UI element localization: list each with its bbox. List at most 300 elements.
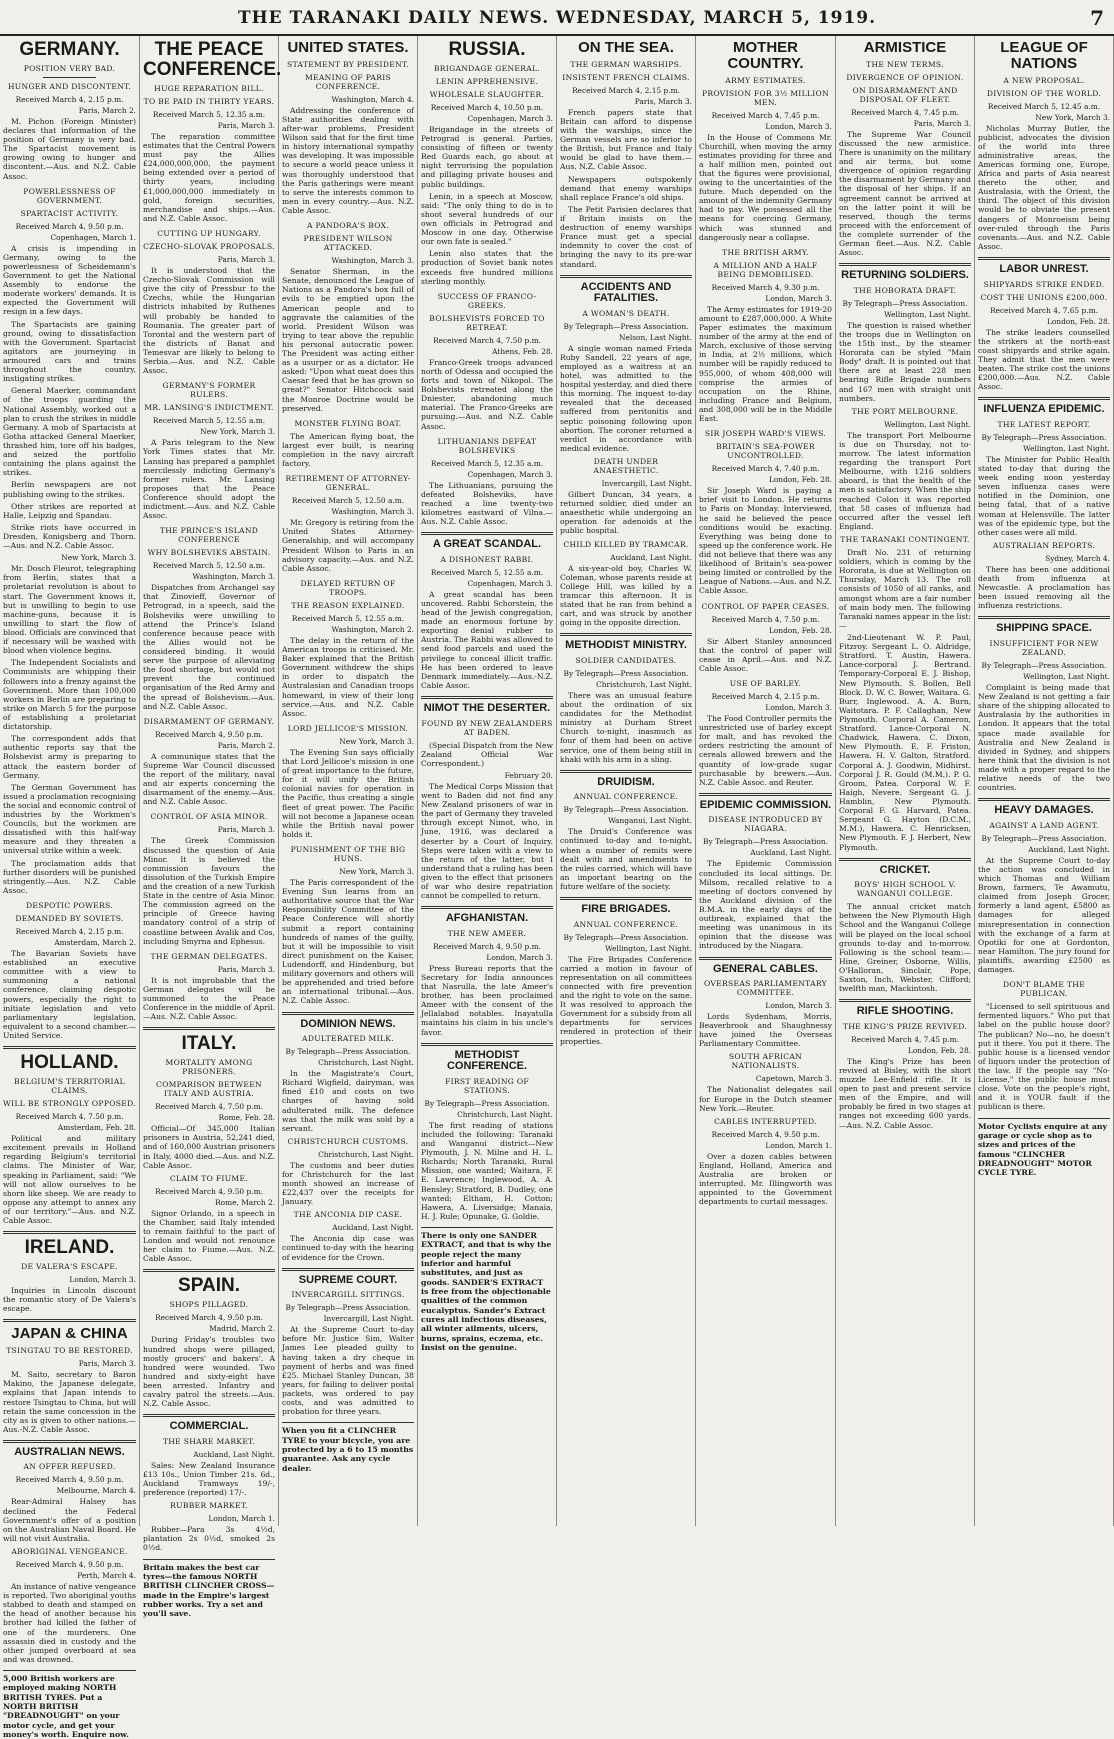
subheadline: INSISTENT FRENCH CLAIMS. [562, 72, 690, 82]
column-5 [557, 36, 696, 1526]
article-body: Sir Joseph Ward is paying a brief visit to London. He returns to Paris on Monday. Interviewed, he said he believed the peace conditions would be exacting. Everything was being done to speed up the conference work. He did not believe that there was any likelihood of Britain's sea-power being limited or controlled by the League of Nations.—Aus. and N.Z. Cable Assoc. [699, 486, 832, 596]
article-body: The American flying boat, the largest ever built, is nearing completion in the navy aircraft factory. [282, 431, 414, 469]
subheadline: THE HOBORATA DRAFT. [853, 285, 957, 295]
subheadline: DE VALERA'S ESCAPE. [21, 1262, 118, 1272]
article-punishment [282, 845, 414, 1006]
article-general-cables [699, 964, 832, 1207]
subheadline: WHY BOLSHEVIKS ABSTAIN. [147, 548, 271, 558]
byline: By Telegraph—Press Association. [563, 805, 689, 815]
subheadline: THE NEW TERMS. [866, 59, 944, 69]
received-line: Received March 4, 7.50 p.m. [155, 1102, 263, 1112]
received-line: Received March 4, 2.15 p.m. [15, 927, 124, 937]
received-line: Received March 4, 7.50 p.m. [15, 1112, 124, 1122]
article-body: An instance of native vengeance is reported. Two aboriginal youths stabbed to death and stamped on the head of another because his brother had killed the father of one of the murderers. One assassin died in custody and the other jumped overboard at sea and was drowned. [3, 1582, 136, 1664]
headline: SUPREME COURT. [298, 1273, 398, 1286]
article-body: The strike leaders counselled the strikers at the north-east coast shipyards and strike again. They admit that the men were beaten. The strike cost the unions £200,000.—Aus. N.Z. Cable Assoc. [978, 327, 1110, 392]
article-powerlessness [3, 187, 136, 895]
subheadline: PRESIDENT WILSON ATTACKED. [303, 234, 393, 253]
subheadline: HUNGER AND DISCONTENT. [7, 81, 132, 91]
article-body: There has been one additional death from influenza at Newcastle. A proclamation has been issued removing all the influenza restrictions. [978, 564, 1110, 611]
subheadline: DEATH UNDER ANAESTHETIC. [593, 457, 659, 476]
subheadline: SHOPS PILLAGED. [169, 1300, 249, 1310]
subheadline: TO BE PAID IN THIRTY YEARS. [143, 96, 275, 106]
divider [43, 77, 96, 78]
article-body: In the House of Commons Mr. Churchill, when moving the army estimates providing for three and a half million men, pointed out that the figures were provisional, owing to the uncertainties of the future. Much depended on the amount of the indemnity Germany had to pay. We possessed all the means for coercing Germany, which was stunned and dangerously near a collapse. [699, 132, 832, 242]
article-epidemic-commission [699, 800, 832, 951]
byline: By Telegraph—Press Association. [563, 932, 689, 942]
received-line: Received March 5, 12.50 a.m. [291, 496, 405, 506]
article-spain [143, 1276, 275, 1408]
headline: JAPAN & CHINA [11, 1325, 128, 1343]
article-body: M. Pichon (Foreign Minister) declares that information of the position of Germany is very bad. The Spartacist movement is growing owing to hunger and discontent.—Aus. and N.Z. Cable Assoc. [3, 116, 136, 181]
divider [839, 999, 971, 1002]
dateline: Melbourne, March 4. [56, 1486, 136, 1496]
subheadline: THE GERMAN DELEGATES. [150, 951, 268, 961]
divider [143, 1414, 275, 1417]
subheadline: A MILLION AND A HALF BEING DEMOBILISED. [713, 260, 818, 279]
article-asia-minor [143, 812, 275, 945]
subheadline: CZECHO-SLOVAK PROPOSALS. [143, 241, 275, 251]
dateline: Paris, March 2. [78, 105, 136, 115]
subheadline: BOYS' HIGH SCHOOL V. WANGANUI COLLEGE. [854, 880, 956, 899]
divider [560, 897, 692, 900]
article-ireland [3, 1238, 136, 1313]
dateline: Wellington, Last Night. [884, 309, 971, 319]
article-body: The Druid's Conference was continued to-day and to-night, when a number of remits were dealt with and amendments to the rules carried, which will have an important bearing on the future welfare of the society. [560, 827, 692, 891]
dateline: Auckland, Last Night. [332, 1223, 414, 1233]
divider [3, 1231, 136, 1234]
subheadline: BRIGANDAGE GENERAL. [433, 63, 541, 73]
article-body: Lords Sydenham, Morris, Beaverbrook and Shaughnessy have joined the Overseas Parliamentary Committee. [699, 1012, 832, 1049]
article-paper-control [699, 602, 832, 673]
dateline: Paris, March 3. [217, 254, 275, 264]
article-british-army [699, 248, 832, 423]
article-body: Newspapers outspokenly demand that enemy warships shall replace France's old ships. [560, 174, 692, 202]
article-body: Addressing the conference of State authorities dealing with after-war problems, President Wilson said that for the first time in history international sympathy was developing. It was impossible to secure a world peace unless it was thoroughly understood that the Paris gatherings were meant to serve the interests common to men in every country.—Aus. N.Z. Cable Assoc. [282, 105, 414, 215]
subheadline: INSUFFICIENT FOR NEW ZEALAND. [989, 638, 1099, 657]
article-rulers [143, 381, 275, 520]
article-delayed-return [282, 579, 414, 718]
subheadline: COST THE UNIONS £200,000. [980, 292, 1108, 302]
dateline: Wellington, Last Night. [884, 419, 971, 429]
subheadline: DIVISION OF THE WORLD. [986, 88, 1102, 98]
article-holland [3, 1053, 136, 1225]
article-afghanistan [421, 913, 553, 1036]
article-body: The Fire Brigades Conference carried a motion in favour of representation on all committees connected with fire prevention and the right to vote on the same. It was resolved to approach the Government for a subsidy from all departments for services rendered in protection of their properties. [560, 954, 692, 1046]
dateline: Invercargill, Last Night. [601, 479, 692, 489]
soldier-names: 2nd-Lieutenant W. P. Paul, Fitzroy. Sergeant L. O. Aldridge, Stratford. T. Austin, Hawera. Lance-corporal J. Bertrand. Temporary-Corporal E. J. Bishop, New Plymouth. S. Bollen, Bell Block. D. W. C. Bower, Waitara. G. Burr, Inglewood. A. A. Burn, Waitotara. P. F. Callaghan, New Plymouth. Corporal A. Cameron, Stratford. Lance-Corporal N. Chadwick, Hawera. C. Dixon, New Plymouth. E. F. Friston, Hawera. H. V. Galton, Stratford. Corporal A. J. Goodwin, Midhirst. Corporal J. R. Gould (M.M.). P. G. Groom, Patea. Corporal W. F. Haigh, Nevere. Sergeant G. J. Hamblin, New Plymouth. Corporal F. G. Harvard, Patea. Sergeant G. Hayton (D.C.M., M.M.), Hawera. C. Henricksen, New Plymouth. F. J. Herbert, New Plymouth. [839, 633, 971, 852]
subheadline: LITHUANIANS DEFEAT BOLSHEVIKS [437, 436, 537, 455]
article-body: The Nationalist delegates sail for Europe in the Dutch steamer New York.—Reuter. [699, 1085, 832, 1113]
article-body: Dispatches from Archangel say that Zinovieff, Governor of Petrograd, in a speech, said the Bolsheviks were unwilling to attend the Prince's Island conference because peace with the Allies would not be considered binding. It would serve the purpose of alleviating the food shortage, but would not prevent the continued organisation of the Red Army and the spread of Bolshevism.—Aus. and N.Z. Cable Assoc. [143, 583, 275, 711]
article-body: The Evening Sun says officially that Lord Jellicoe's mission is one of great importance to the future, for it will unify the British colonial navies for operation in the Pacific, thus creating a single fleet of great power. The Pacific will not become a Japanese ocean while the British naval power holds it. [282, 747, 414, 839]
advertisement: There is only one SANDER EXTRACT, and that is why the people reject the many inferior and harmful substitutes, and just as goods. SANDER'S EXTRACT is free from the objectionable qualities of the common eucalyptus. Sander's Extract cures all infectious diseases, all winter ailments, ulcers, burns, sprains, eczema, etc. Insist on the genuine. [421, 1227, 553, 1352]
headline: GENERAL CABLES. [713, 962, 818, 975]
article-body: A six-year-old boy, Charles W. Coleman, whose parents reside at College Hill, was killed by a tramcar this afternoon. It is stated that he ran from behind a cart, and was struck by another going in the opposite direction. [560, 563, 692, 628]
article-body: M. Saito, secretary to Baron Makino, the Japanese delegate, explains that Japan intends to restore Tsingtau to China, but will retain the same concession in the city as is given to other nations.—Aus.-N.Z. Cable Assoc. [3, 1370, 136, 1434]
headline: AUSTRALIAN NEWS. [14, 1445, 125, 1458]
article-body: The Anconia dip case was continued to-day with the hearing of evidence for the Crown. [282, 1234, 414, 1262]
article-body: The Medical Corps Mission that went to Baden did not find any New Zealand prisoners of war in the part of Germany they traveled through except Nimot, who, in June, 1916, was declared a deserter by a Court of Inquiry. Steps were taken with a view to the return of the latter, but I understand that a ruling has been given to the effect that prisoners of war who desire repatriation cannot be compelled to return. [421, 781, 553, 901]
article-body: The annual cricket match between the New Plymouth High School and the Wanganui College will be played on the local school grounds to-day and to-morrow. Following is the school team:—Hine, Greiner, Osborne, Willis, O'Halloran, Sinclair, Pope, Saxton, Inch, Webster, Clifford; twelfth man, Mackintosh. [839, 902, 971, 994]
divider [421, 906, 553, 909]
headline: METHODIST CONFERENCE. [446, 1048, 528, 1073]
subheadline: THE KING'S PRIZE REVIVED. [842, 1021, 968, 1031]
dateline: New York, March 3. [1035, 112, 1110, 122]
headline: A GREAT SCANDAL. [432, 538, 542, 551]
dateline: Wanganui, Last Night. [608, 816, 692, 826]
subheadline: POWERLESSNESS OF GOVERNMENT. [23, 186, 116, 205]
article-returning-soldiers [839, 270, 971, 851]
divider [143, 1269, 275, 1272]
article-body: There was an unusual feature about the ordination of six candidates for the Methodist ministry at Durham Street Church to-night, inasmuch as four of them had been on active service, one of them being still in khaki with his arm in a sling. [560, 690, 692, 764]
article-supreme-court [282, 1275, 414, 1417]
article-body: Lenin, in a speech at Moscow, said: "The only thing to do is to shoot several hundreds of our own officials in Petrograd and Moscow in one day. Otherwise our own fate is sealed." [421, 191, 553, 247]
headline: ITALY. [181, 1033, 237, 1055]
received-line: Received March 5, 12.35 a.m. [152, 109, 266, 119]
dateline: London, March 3. [765, 1001, 832, 1011]
article-body: The King's Prize has been revived at Bisley, with the short muzzle Lee-Enfield rifle. It is open to past and present service men of the Empire, and will probably be fired in two stages at ranges not exceeding 600 yards.—Aus. N.Z. Cable Assoc. [839, 1056, 971, 1130]
subheadline: DIVERGENCE OF OPINION. [846, 72, 964, 82]
subheadline: FIRST READING OF STATIONS. [445, 1076, 529, 1095]
subheadline: ON DISARMAMENT AND DISPOSAL OF FLEET. [852, 85, 958, 104]
advertisement: When you fit a CLINCHER TYRE to your bicycle, you are protected by a 6 to 15 months guarantee. Ask any cycle dealer. [282, 1422, 414, 1473]
column-1 [0, 36, 140, 1739]
article-cricket [839, 865, 971, 994]
subheadline: ABORIGINAL VENGEANCE. [11, 1547, 128, 1557]
article-armistice [839, 40, 971, 257]
dateline: Copenhagen, March 3. [467, 578, 553, 588]
article-body: Press Bureau reports that the Secretary for India announces that Nasrulla, the late Ameer's brother, has been proclaimed Ameer with the consent of the Jellalabad notables. Inayatulla maintains his claim in his uncle's favor. [421, 963, 553, 1037]
article-body: At the Supreme Court to-day before Mr. Justice Sim, Walter James Lee pleaded guilty to having taken a dry cheque in payment of herbs and was fined £25. Michael Stanley Duncan, 38 years, for failing to deliver postal packets, was ordered to pay costs, and was admitted to probation for three years. [282, 1325, 414, 1417]
subheadline: LENIN APPREHENSIVE. [435, 76, 539, 86]
article-franco-greeks [421, 292, 553, 431]
divider [143, 1027, 275, 1030]
headline: COMMERCIAL. [169, 1420, 249, 1433]
divider [978, 397, 1110, 400]
received-line: Received March 4, 2.15 p.m. [15, 94, 124, 104]
article-body: Rubber—Para 3s 4½d, plantation 2s 0½d, smoked 2s 0½d. [143, 1525, 275, 1553]
received-line: Received March 4, 9.50 p.m. [15, 221, 124, 231]
divider [978, 257, 1110, 260]
subheadline: CHILD KILLED BY TRAMCAR. [563, 539, 689, 549]
dateline: Auckland, Last Night. [610, 552, 692, 562]
article-body: A communique states that the Supreme War Council discussed the report of the military, naval and air experts concerning the disarmament of the enemy.—Aus. and N.Z. Cable Assoc. [143, 751, 275, 807]
article-body: Brigandage in the streets of Petrograd is general. Parties, consisting of fifteen or twenty Red Guards each, go about at night terrorising the population and pillaging private houses and public buildings. [421, 124, 553, 189]
headline: ON THE SEA. [578, 39, 674, 56]
article-fire-brigades [560, 904, 692, 1046]
article-body: The correspondent adds that authentic reports say that the Bolshevist army is preparing to attack the eastern border of Germany. [3, 734, 136, 780]
headline: HOLLAND. [20, 1052, 119, 1074]
dateline: Washington, March 3. [331, 256, 414, 266]
subheadline: CUTTING UP HUNGARY. [157, 228, 261, 238]
dateline: Amsterdam, Feb. 28. [57, 1123, 136, 1133]
subheadline: CONTROL OF PAPER CEASES. [701, 601, 830, 611]
subheadline: THE PRINCE'S ISLAND CONFERENCE [159, 526, 259, 545]
received-line: Received March 5, 12.45 a.m. [987, 101, 1101, 111]
article-russia [421, 40, 553, 286]
subheadline: FOUND BY NEW ZEALANDERS AT BADEN. [421, 718, 553, 737]
advertisement: 5,000 British workers are employed making NORTH BRITISH TYRES. Put a NORTH BRITISH "DREADNOUGHT" on your motor cycle, and get your money's worth. Enquire now. [3, 1670, 136, 1739]
dateline: Perth, March 4. [77, 1571, 136, 1581]
article-body: (Special Dispatch from the New Zealand Official War Correspondent.) [421, 740, 553, 768]
article-druidism [560, 777, 692, 891]
article-body: The transport Port Melbourne is due on Thursday, not to-morrow. The latest information regarding the transport Port Melbourne, with 1216 soldiers aboard, is that the health of the men is satisfactory. When the ship reached Colon it was reported that 58 cases of influenza had occurred after the vessel left England. [839, 430, 971, 531]
divider [421, 1043, 553, 1046]
article-body: A great scandal has been uncovered. Rabbi Schorstein, the head of the Jewish congregation, made an enormous fortune by exporting denial rubber to Austria. The Rabbi was allowed to send food parcels and used the privilege to conceal illicit traffic. He has been ordered to leave Denmark immediately.—Aus.-N.Z. Cable Assoc. [421, 589, 553, 690]
article-australian-news [3, 1447, 136, 1664]
byline: By Telegraph—Press Association. [563, 668, 689, 678]
received-line: Received March 4, 7.45 p.m. [711, 110, 820, 120]
article-body: General Maerker, commandant of the troops guarding the National Assembly, worked out a plan to crush the strikes in middle Germany. A mob of Spartacists at Gotha attacked General Maerker, thrashed him, tore off his badges, and seized the portfolio containing the plans against the strikes. [3, 386, 136, 478]
subheadline: PROVISION FOR 3½ MILLION MEN. [701, 88, 830, 107]
article-body: The Greek Commission discussed the question of Asia Minor. It is believed the commission favours the dissolution of the Turkish Empire and the creation of a new Turkish State in the centre of Asia Minor. The commission agreed on the principle of Greece having mandatory control of a strip of coastline between Avalik and Cos, including Smyrna and Ephesus. [143, 836, 275, 946]
article-body: A single woman named Frieda Ruby Sandell, 22 years of age, employed as a waitress at an hotel, was admitted to the hospital yesterday, and died there this morning. The inquest to-day revealed that the deceased suffered from peritonitis and septic poisoning following upon abortion. The coroner returned a verdict in accordance with medical evidence. [560, 343, 692, 453]
article-body: Mr. Gregory is retiring from the United States Attorney-Generalship, and will accompany President Wilson to Paris in an advisory capacity.—Aus. and N.Z. Cable Assoc. [282, 518, 414, 573]
dateline: Christchurch, Last Night. [318, 1149, 414, 1159]
received-line: Received March 4, 7.65 p.m. [990, 305, 1098, 315]
subheadline: TSINGTAU TO BE RESTORED. [6, 1346, 133, 1356]
received-line: Received March 4, 10.50 p.m. [430, 102, 544, 112]
subheadline: DON'T BLAME THE PUBLICAN. [1002, 980, 1086, 999]
received-line: Received March 4, 2.15 p.m. [711, 691, 820, 701]
article-despotic [3, 901, 136, 1040]
received-line: Received March 4, 9.50 p.m. [155, 1186, 263, 1196]
article-body: Political and military excitement prevails in Holland regarding Belgium's territorial claims. The Minister of War, speaking in Parliament, said: "We will not allow ourselves to be shorn like sheep. We are ready to oppose any attempt to annex any of our territory."—Aus. and N.Z. Cable Assoc. [3, 1134, 136, 1226]
dateline: London, March 3. [765, 121, 832, 131]
headline: ARMISTICE [863, 39, 947, 56]
subheadline: THE LATEST REPORT. [997, 419, 1091, 429]
article-germany [3, 40, 136, 181]
dateline: New York, March 3. [339, 866, 414, 876]
article-influenza [978, 404, 1110, 610]
subheadline: AN OFFER REFUSED. [23, 1462, 116, 1472]
dateline: Christchurch, Last Night. [318, 1058, 414, 1068]
dateline: Paris, March 3. [217, 825, 275, 835]
dateline: London, March 1. [208, 1514, 275, 1524]
article-body: A Paris telegram to the New York Times states that Mr. Lansing has prepared a pamphlet mercilessly indicting Germany's former rulers. Mr. Lansing proposes that the Peace Conference should adopt the indictment.—Aus. and N.Z. Cable Assoc. [143, 438, 275, 521]
subheadline: THE NEW AMEER. [447, 928, 527, 938]
subheadline: ANNUAL CONFERENCE. [573, 792, 679, 802]
subheadline: DISARMAMENT OF GERMANY. [143, 716, 275, 726]
dateline: Washington, March 4. [331, 94, 414, 104]
subheadline: THE ANCONIA DIP CASE. [293, 1210, 403, 1220]
article-body: The Epidemic Commission concluded its local sittings. Dr. Milsom, recalled relative to a meeting of doctors convened by the Auckland division of the B.M.A. in the early days of the outbreak, explained that the meeting was unanimous in its opinion that the disease was introduced by the Niagara. [699, 859, 832, 951]
article-body: Inquiries in Lincoln discount the romantic story of De Valera's escape. [3, 1286, 136, 1314]
dateline: New York, March 3. [61, 553, 136, 563]
subheadline: ARMY ESTIMATES. [725, 75, 806, 85]
byline: By Telegraph—Press Association. [285, 1303, 411, 1313]
article-body: Rear-Admiral Halsey has declined the Federal Government's offer of a position on the Australian Naval Board. He will not visit Australia. [3, 1497, 136, 1543]
subheadline: MEANING OF PARIS CONFERENCE. [304, 72, 392, 91]
divider [282, 1012, 414, 1015]
headline: INFLUENZA EPIDEMIC. [983, 403, 1105, 416]
subheadline: WILL BE STRONGLY OPPOSED. [3, 1099, 136, 1109]
article-labor-unrest [978, 264, 1110, 391]
article-body: Strike riots have occurred in Dresden, Konigsberg and Thorn.—Aus. and N.Z. Cable Assoc. [3, 522, 136, 551]
dateline: Washington, March 2. [331, 624, 414, 634]
article-body: The German Government has issued a proclamation recognising the social and economic control of industries by the Workmen's Councils, but the workmen are dissatisfied with this half-way measure and they threaten a universal strike within a week. [3, 782, 136, 856]
article-body: The Lithuanians, pursuing the defeated Bolsheviks, have reached a line twenty-two kilometres eastward of Vilna.—Aus. N.Z. Cable Assoc. [421, 480, 553, 527]
subheadline: SIR JOSEPH WARD'S VIEWS. [704, 429, 827, 439]
article-ward-views [699, 429, 832, 595]
advertisement: Britain makes the best car tyres—the famous NORTH BRITISH CLINCHER CROSS—made in the Empire's largest rubber works. Try a set and you'll save. [143, 1559, 275, 1619]
headline: DRUIDISM. [597, 775, 655, 788]
dateline: Christchurch, Last Night. [596, 679, 692, 689]
subheadline: SOLDIER CANDIDATES. [575, 655, 677, 665]
subheadline: BRITAIN'S SEA-POWER UNCONTROLLED. [716, 442, 815, 461]
newspaper-title: THE TARANAKI DAILY NEWS. WEDNESDAY, MARCH 5, 1919. [237, 8, 877, 28]
article-accidents [560, 282, 692, 628]
dateline: London, March 3. [69, 1275, 136, 1285]
dateline: Copenhagen, March 3. [467, 113, 553, 123]
subheadline: A DISHONEST RABBI. [440, 554, 534, 564]
dateline: London, March 3. [486, 952, 553, 962]
divider [421, 696, 553, 699]
article-body: The Bavarian Soviets have established an executive committee with a view to summoning a national conference, claiming despotic powers, especially the right to initiate legislation and veto parliamentary legislation, equivalent to a second chamber.—United Service. [3, 949, 136, 1041]
column-4 [418, 36, 557, 1526]
article-body: Draft No. 231 of returning soldiers, which is coming by the Hororata, is due at Wellington on Thursday, March 13. The roll consists of 1050 of all ranks, and amongst whom are a fair number of main body men. The following Taranaki names appear in the list:— [839, 548, 971, 630]
article-great-scandal [421, 539, 553, 690]
subheadline: A PANDORA'S BOX. [306, 221, 390, 231]
divider [560, 275, 692, 278]
article-body: At the Supreme Court to-day the action was concluded in which Thomas and William Brown, farmers, Te Awamutu, claimed from Joseph Grocer, formerly a land agent, £5800 as damages for alleged misrepresentation in connection with the exchange of a farm at Opotiki for one at Gordonton, near Hamilton. The jury found for plaintiffs, awarding £2500 as damages. [978, 855, 1110, 975]
dateline: London, March 1. [765, 1140, 832, 1150]
subheadline: A NEW PROPOSAL. [1003, 75, 1085, 85]
column-8 [975, 36, 1114, 1526]
article-body: Sir Albert Stanley announced that the control of paper will cease in April.—Aus. and N.Z. Cable Assoc. [699, 636, 832, 673]
dateline: Washington, March 3. [192, 572, 275, 582]
headline: RIFLE SHOOTING. [856, 1005, 954, 1018]
subheadline: OVERSEAS PARLIAMENTARY COMMITTEE. [703, 979, 827, 998]
subheadline: SUCCESS OF FRANCO-GREEKS. [437, 291, 537, 310]
subheadline: THE REASON EXPLAINED. [291, 600, 405, 610]
subheadline: INVERCARGILL SITTINGS. [291, 1290, 405, 1300]
subheadline: DESPOTIC POWERS. [25, 901, 113, 911]
subheadline: BELGIUM'S TERRITORIAL CLAIMS. [14, 1077, 125, 1096]
article-body: The first reading of stations included the following: Taranaki and Wanganui district—New Plymouth, J. N. Milne and H. L. Richards; North Taranaki, Rural Mission, one wanted; Waitara, F. E. Lawrence; Inglewood, A. A. Bensley; Stratford, B. Dudley, one wanted; Eltham, H. Cotton; Hawera, A. Liversidge; Manaia, H. J. Rule; Opunake, G. Goldie. [421, 1120, 553, 1221]
subheadline: MONSTER FLYING BOAT. [294, 418, 402, 428]
article-body: The Army estimates for 1919-20 amount to £287,000,000. A White Paper estimates the maximum number of the army at the end of March, exclusive of those serving in India, at 2½ millions, which number will be rapidly reduced to 955,000, of whom 408,000 will comprise the armies of occupation on the Rhine, including France and Belgium, and 308,000 will be in the Middle East. [699, 304, 832, 424]
article-czecho [143, 242, 275, 375]
subheadline: LORD JELLICOE'S MISSION. [287, 723, 409, 733]
headline: LEAGUE OF NATIONS [1000, 39, 1088, 72]
received-line: Received March 4, 2.15 p.m. [572, 85, 680, 95]
dateline: London, March 3. [765, 293, 832, 303]
article-commercial [143, 1421, 275, 1552]
article-body: The Independent Socialists and Communists are whipping their followers into a frenzy against the Government. More than 100,000 workers in Berlin are preparing to strike on March 5 for the purpose of establishing a proletariat dictatorship. [3, 658, 136, 732]
column-2 [140, 36, 282, 1619]
article-bolsheviks [143, 548, 275, 711]
article-italy [143, 1034, 275, 1263]
article-body: Sales: New Zealand Insurance £13 10s., Union Timber 21s. 6d., Auckland Tramways 19/-, preference (reported) 17/-. [143, 1460, 275, 1498]
dateline: Wellington, Last Night. [1023, 443, 1110, 453]
byline: By Telegraph—Press Association. [703, 837, 828, 847]
subheadline: AUSTRALIAN REPORTS. [992, 540, 1096, 550]
article-body: The Minister for Public Health stated to-day that during the week ending noon yesterday seven influenza cases were notified in the Dominion, one being fatal, that of a native woman at Helensville. The latter was of the epidemic type, but the other cases were all mild. [978, 454, 1110, 537]
subheadline: THE GERMAN WARSHIPS. [570, 59, 682, 69]
subheadline: RETIREMENT OF ATTORNEY-GENERAL. [285, 474, 411, 493]
subheadline: A WOMAN'S DEATH. [582, 308, 670, 318]
article-body: The Petit Parisien declares that if Britain insists on the destruction of enemy warships France must get a special indemnity to cover the cost of bringing the navy to its pre-war standard. [560, 204, 692, 269]
headline: RETURNING SOLDIERS. [841, 269, 969, 282]
column-7 [836, 36, 975, 1526]
divider [978, 616, 1110, 619]
subheadline: SOUTH AFRICAN NATIONALISTS. [728, 1052, 803, 1071]
headline: IRELAND. [24, 1237, 115, 1259]
dateline: Auckland, Last Night. [193, 1449, 275, 1459]
headline: GERMANY. [19, 39, 120, 60]
article-methodist-conference [421, 1050, 553, 1221]
subheadline: POSITION VERY BAD. [23, 63, 116, 73]
subheadline: WHOLESALE SLAUGHTER. [429, 89, 545, 99]
dateline: Paris, March 2. [217, 740, 275, 750]
divider [3, 1046, 136, 1049]
headline: CRICKET. [879, 863, 931, 876]
subheadline: RUBBER MARKET. [170, 1501, 248, 1511]
received-line: Received March 4, 9.50 p.m. [711, 1129, 820, 1139]
received-line: Received March 5, 12.55 a.m. [152, 416, 266, 426]
subheadline: CLAIM TO FIUME. [169, 1173, 249, 1183]
received-line: Received March 5, 12.35 a.m. [430, 458, 544, 468]
headline: RUSSIA. [448, 39, 526, 60]
dateline: Christchurch, Last Night. [457, 1109, 553, 1119]
dateline: Copenhagen, March 1. [50, 232, 136, 242]
subheadline: SPARTACIST ACTIVITY. [20, 208, 119, 218]
article-united-states [282, 40, 414, 215]
headline: THE PEACE CONFERENCE. [143, 39, 282, 80]
article-body: Complaint is being made that New Zealand is not getting a fair share of the shipping allocated to Australasia by the authorities in London. It appears that the total space made available for Australia and New Zealand is divided in Sydney, and shippers here think that the division is not made with a proper regard to the relative needs of the two countries. [978, 682, 1110, 793]
dateline: London, Feb. 28. [768, 475, 832, 485]
dateline: Paris, March 3. [217, 120, 275, 130]
headline: SHIPPING SPACE. [996, 622, 1092, 635]
subheadline: GERMANY'S FORMER RULERS. [162, 381, 256, 400]
subheadline: DELAYED RETURN OF TROOPS. [300, 578, 396, 597]
article-body: Lenin also states that the production of Soviet bank notes exceeds five hundred millions sterling monthly. [421, 249, 553, 286]
article-body: Signor Orlando, in a speech in the Chamber, said Italy intended to remain faithful to the pact of London and would not renounce her claim to Fiume.—Aus. N.Z. Cable Assoc. [143, 1208, 275, 1264]
subheadline: THE SHARE MARKET. [162, 1436, 256, 1446]
article-body: Gilbert Duncan, 34 years, a returned soldier, died under an anaesthetic while undergoing an operation for adenoids at the public hospital. [560, 490, 692, 536]
article-methodist-ministry [560, 640, 692, 763]
subheadline: PUNISHMENT OF THE BIG HUNS. [290, 844, 406, 863]
article-barley [699, 679, 832, 787]
article-disarmament [143, 717, 275, 807]
dateline: Paris, March 3. [78, 1359, 136, 1369]
dateline: Athens, Feb. 28. [492, 346, 553, 356]
article-body: Over a dozen cables between England, Holland, America and Australia are broken or interrupted. Mr. Illingworth was appointed to the Government departments to curtail messages. [699, 1151, 832, 1207]
article-league-of-nations [978, 40, 1110, 251]
dateline: Rome, Feb. 28. [218, 1113, 275, 1123]
received-line: Received March 5, 12.50 a.m. [152, 561, 266, 571]
article-body: Franco-Greek troops advanced north of Odessa and occupied the forts and town of Nikopol. The Bolshevists retreated along the Dniester, abandoning much material. The Franco-Greeks are pursuing.—Aus. and N.Z. Cable Assoc. [421, 357, 553, 431]
article-body: The Supreme War Council discussed the new armistice. There is unanimity on the military and air terms, but some divergence of opinion regarding the disarmament by Germany and the disposal of her ships. If an agreement cannot be arrived at on the latter point it will be reserved, though the terms proceed with the enforcement of the complete surrender of the German fleet.—Aus. N.Z. Cable Assoc. [839, 129, 971, 258]
received-line: Received March 4, 7.40 p.m. [711, 464, 820, 474]
article-german-delegates [143, 952, 275, 1022]
dateline: London, Feb. 28. [768, 625, 832, 635]
article-nimot [421, 703, 553, 900]
article-rifle-shooting [839, 1006, 971, 1129]
article-peace-conference [143, 39, 282, 223]
dateline: Paris, March 3. [913, 118, 971, 128]
received-line: Received March 4, 7.45 p.m. [851, 1034, 959, 1044]
headline: SPAIN. [178, 1275, 240, 1297]
subheadline: THE BRITISH ARMY. [722, 247, 809, 257]
article-body: The Spartacists are gaining ground, owing to dissatisfaction with the Government. Spartacist agitators are journeying in armoured cars and trains throughout the country, instigating strikes. [3, 319, 136, 384]
article-body: Senator Sherman, in the Senate, denounced the League of Nations as a Pandora's box full of evils to be emptied upon the American people and to aggravate the calamities of the world. President Wilson was trying to tear above the republic his personal autocratic power. The President was acting either as a usurper or as a dictator. He asked: "Upon what meat does this Caesar feed that he has grown so great?" Senator Hitchcock said the Monroe Doctrine would be preserved. [282, 267, 414, 413]
received-line: Received March 4, 9.50 p.m. [15, 1560, 124, 1570]
article-body: The question is raised whether the troops due in Wellington on the 15th inst., by the steamer Hororata can be styled "Main Body" draft. It is pointed out that there are at least 228 men bearing Rifle Brigade numbers and 167 men with straight unit numbers. [839, 320, 971, 403]
dateline: London, Feb. 28. [1046, 316, 1110, 326]
